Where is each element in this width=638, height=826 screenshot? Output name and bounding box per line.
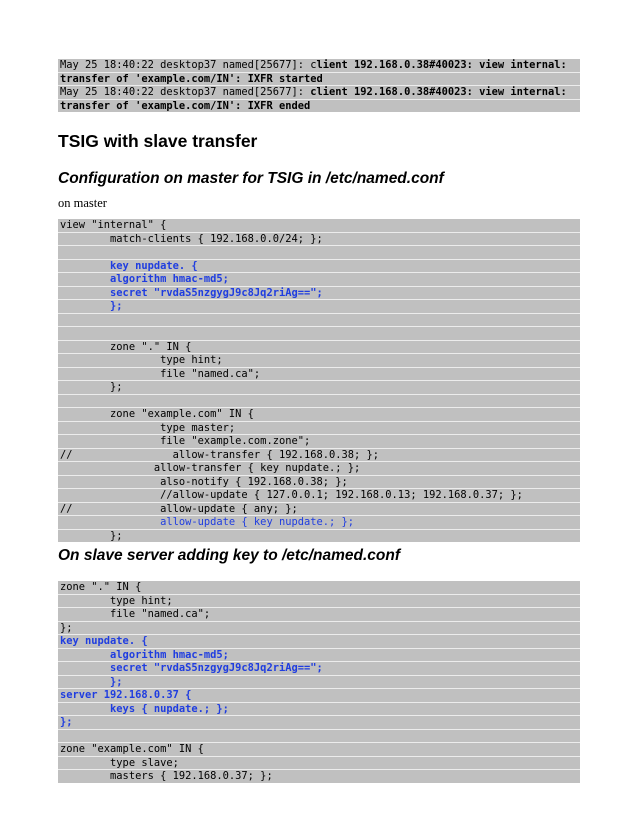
code-line: key nupdate. { bbox=[58, 634, 580, 648]
log-line-bold: lient 192.168.0.38#40023: view internal: bbox=[316, 59, 567, 71]
log-line-bold: client 192.168.0.38#40023: view internal: bbox=[310, 86, 567, 98]
code-line bbox=[58, 326, 580, 340]
code-line: }; bbox=[58, 715, 580, 729]
code-line: }; bbox=[58, 675, 580, 689]
code-line: allow-transfer { key nupdate.; }; bbox=[58, 461, 580, 475]
code-line bbox=[58, 245, 580, 259]
log-line bbox=[58, 85, 580, 99]
master-code-block bbox=[58, 219, 580, 542]
code-line: file "named.ca"; bbox=[58, 367, 580, 381]
code-line bbox=[58, 313, 580, 327]
code-line: masters { 192.168.0.37; }; bbox=[58, 769, 580, 783]
log-line-bold: transfer of 'example.com/IN': IXFR ended bbox=[60, 99, 311, 112]
code-line: zone "." IN { bbox=[58, 340, 580, 354]
code-line: //allow-update { 127.0.0.1; 192.168.0.13; 192.168.0.37; }; bbox=[58, 488, 580, 502]
code-line: }; bbox=[58, 299, 580, 313]
code-line: }; bbox=[58, 380, 580, 394]
code-line: zone "example.com" IN { bbox=[58, 742, 580, 756]
code-line: secret "rvdaS5nzgygJ9c8Jq2riAg=="; bbox=[58, 286, 580, 300]
code-line: match-clients { 192.168.0.0/24; }; bbox=[58, 232, 580, 246]
code-line: zone "example.com" IN { bbox=[58, 407, 580, 421]
code-line: }; bbox=[58, 529, 580, 543]
code-line: type master; bbox=[58, 421, 580, 435]
slave-code-block bbox=[58, 581, 580, 783]
log-line-bold: transfer of 'example.com/IN': IXFR started bbox=[60, 72, 323, 85]
code-line: type hint; bbox=[58, 594, 580, 608]
master-config-heading: Configuration on master for TSIG in /etc/named.conf bbox=[58, 170, 444, 187]
code-line: algorithm hmac-md5; bbox=[58, 272, 580, 286]
log-code-block bbox=[58, 59, 580, 112]
code-line: file "named.ca"; bbox=[58, 607, 580, 621]
code-line: file "example.com.zone"; bbox=[58, 434, 580, 448]
slave-config-heading: On slave server adding key to /etc/named.conf bbox=[58, 547, 400, 564]
code-line: view "internal" { bbox=[60, 219, 167, 231]
code-line: allow-update { key nupdate.; }; bbox=[58, 515, 580, 529]
code-line: also-notify { 192.168.0.38; }; bbox=[58, 475, 580, 489]
code-line: algorithm hmac-md5; bbox=[58, 648, 580, 662]
code-line bbox=[58, 729, 580, 743]
log-line-plain: May 25 18:40:22 desktop37 named[25677]: bbox=[60, 86, 311, 98]
log-line-plain: May 25 18:40:22 desktop37 named[25677]: c bbox=[60, 59, 317, 71]
code-line: zone "." IN { bbox=[60, 581, 142, 593]
section-title: TSIG with slave transfer bbox=[58, 131, 258, 151]
code-line: secret "rvdaS5nzgygJ9c8Jq2riAg=="; bbox=[58, 661, 580, 675]
code-line: }; bbox=[58, 621, 580, 635]
code-line: // allow-update { any; }; bbox=[58, 502, 580, 516]
code-line: key nupdate. { bbox=[58, 259, 580, 273]
log-line bbox=[58, 99, 580, 113]
log-line bbox=[58, 72, 580, 86]
code-line: keys { nupdate.; }; bbox=[58, 702, 580, 716]
master-note: on master bbox=[58, 196, 107, 210]
code-line: type slave; bbox=[58, 756, 580, 770]
code-line: // allow-transfer { 192.168.0.38; }; bbox=[58, 448, 580, 462]
code-line: type hint; bbox=[58, 353, 580, 367]
code-line bbox=[58, 394, 580, 408]
log-line bbox=[58, 59, 580, 72]
code-line: server 192.168.0.37 { bbox=[58, 688, 580, 702]
